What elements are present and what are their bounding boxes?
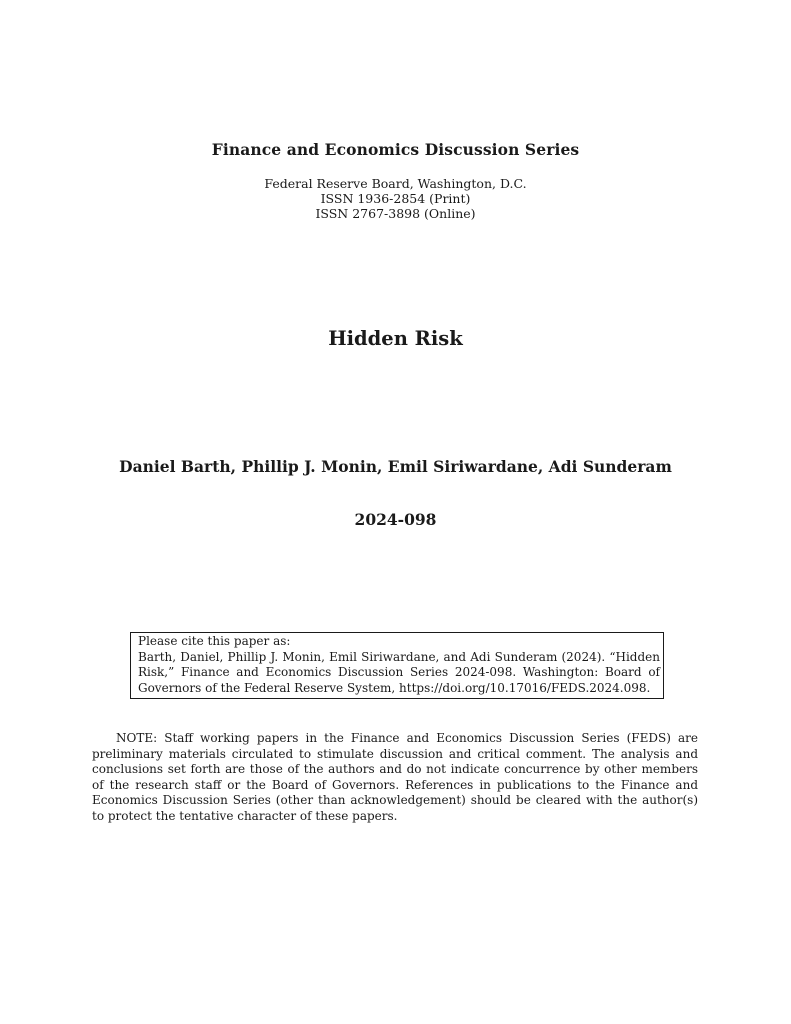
citation-intro: Please cite this paper as:	[138, 634, 291, 648]
citation-box	[130, 632, 664, 699]
paper-number: 2024-098	[354, 510, 437, 529]
issn-print: ISSN 1936-2854 (Print)	[320, 191, 471, 206]
publication-info	[0, 176, 791, 221]
issn-online: ISSN 2767-3898 (Online)	[315, 206, 476, 221]
author-list: Daniel Barth, Phillip J. Monin, Emil Siriwardane, Adi Sunderam	[119, 457, 672, 476]
series-title: Finance and Economics Discussion Series	[211, 140, 580, 159]
citation-text: Barth, Daniel, Phillip J. Monin, Emil Siriwardane, and Adi Sunderam (2024). “Hidden Risk,” Finance and Economics Discussion Series 2024-098. Washington: Board of Governors of the Federal Reserve System, https://doi.org/10.17016/FEDS.2024.098.	[138, 649, 660, 695]
disclaimer-note: NOTE: Staff working papers in the Finance and Economics Discussion Series (FEDS) are preliminary materials circulated to stimulate discussion and critical comment. The analysis and conclusions set forth are those of the authors and do not indicate concurrence by other members of the research staff or the Board of Governors. References in publications to the Finance and Economics Discussion Series (other than acknowledgement) should be cleared with the author(s) to protect the tentative character of these papers.	[92, 731, 698, 823]
publisher-line: Federal Reserve Board, Washington, D.C.	[264, 176, 527, 191]
paper-title: Hidden Risk	[328, 327, 463, 350]
